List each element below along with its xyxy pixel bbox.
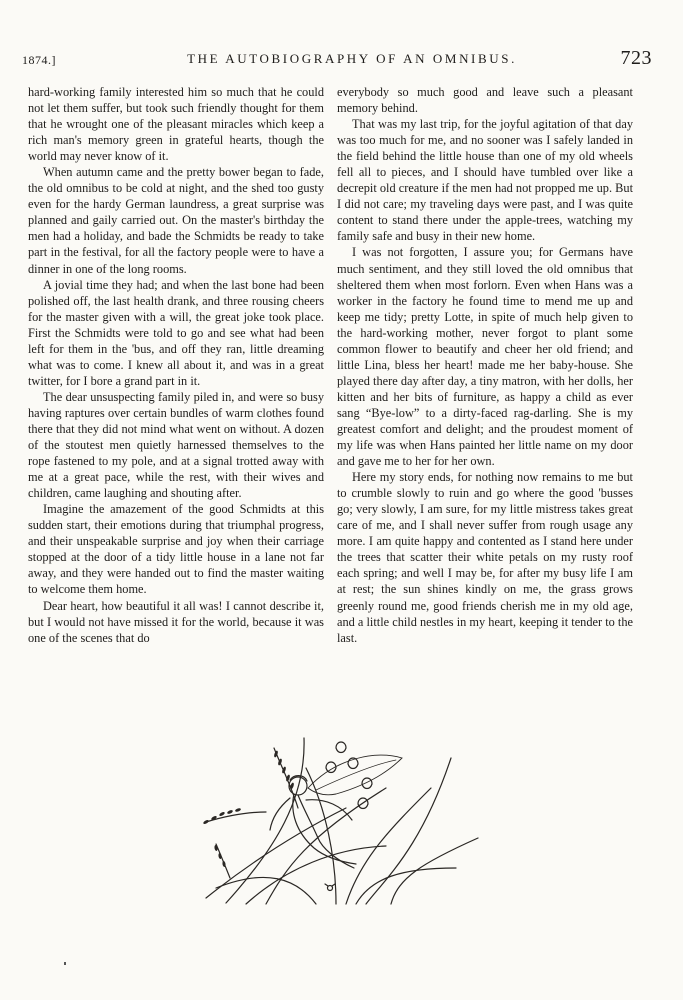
- right-column: [337, 84, 633, 646]
- paragraph: That was my last trip, for the joyful agitation of that day was too much for me, and no sooner was I safely landed in the field behind the little house than one of my old wheels fell all to pieces, and I should have tumbled over like a decrepit old creature if the men had not propped me up. But I did not care; my traveling days were past, and I was quite content to stand there under the apple-trees, watching my family safe and busy in their new home.: [337, 117, 633, 244]
- header-title: THE AUTOBIOGRAPHY OF AN OMNIBUS.: [187, 51, 517, 66]
- paragraph: The dear unsuspecting family piled in, and were so busy having raptures over certain bundles of warm clothes found there that they did not mind what went on without. A dozen of the stoutest men quietly harnessed themselves to the rope fastened to my pole, and at a signal trotted away with me at a great pace, while the rest, with their wives and children, came laughing and shouting after.: [28, 389, 324, 501]
- paragraph: Imagine the amazement of the good Schmidts at this sudden start, their emotions during that triumphal progress, and their unspeakable surprise and joy when their carriage stopped at the door of a tidy little house in a lane not far away, and they were handed out to find the master waiting to welcome them home.: [28, 502, 324, 597]
- paragraph: When autumn came and the pretty bower began to fade, the old omnibus to be cold at night, and the shed too gusty even for the hardy German laundress, a great surprise was planned and gaily carried out. On the master's birthday the men had a holiday, and bade the Schmidts be ready to take part in the festival, for all the factory people were to have a dinner in one of the long rooms.: [28, 165, 324, 276]
- paragraph: hard-working family interested him so much that he could not let them suffer, but took such friendly thought for them that he wrought one of the pleasant miracles which keep a rich man's memory green in grateful hearts, though the world may never know of it.: [28, 85, 324, 164]
- paragraph: I was not forgotten, I assure you; for Germans have much sentiment, and they still loved the old omnibus that sheltered them when most forlorn. Even when Hans was a worker in the factory he found time to mend me up and keep me tidy; pretty Lotte, in spite of much help given to the hard-working mother, never forgot to plant some common flower to beautify and cheer her old friend; and little Lina, bless her heart! made me her baby-house. She played there day after day, a tiny matron, with her dolls, her kitten and her bits of furniture, as happy a child as ever sang “Bye-low” to a dirty-faced rag-darling. She is my greatest comfort and delight; and the proudest moment of my life was when Hans painted her little name on my door and gave me to her for her own.: [337, 245, 633, 469]
- page-number: 723: [620, 47, 652, 69]
- fairy-on-grass-vignette-icon: [186, 728, 486, 906]
- paragraph: everybody so much good and leave such a pleasant memory behind.: [337, 85, 633, 116]
- running-header: [22, 47, 652, 71]
- left-column: [28, 84, 324, 646]
- paragraph: Here my story ends, for nothing now remains to me but to crumble slowly to ruin and go where the good 'busses go; very slowly, I am sure, for my little mistress takes great care of me, and I shall never suffer from rough usage any more. I am quite happy and contented as I stand here under the trees that scatter their white petals on my rusty roof each spring; and well I may be, for after my busy life I am at rest; the sun shines kindly on me, the grass grows greenly round me, good friends cherish me in my old age, and a little child nestles in my heart, keeping it tender to the last.: [337, 470, 633, 645]
- print-speck: [64, 962, 66, 965]
- paragraph: Dear heart, how beautiful it all was! I cannot describe it, but I would not have missed it for the world, because it was one of the scenes that do: [28, 598, 324, 645]
- paragraph: A jovial time they had; and when the last bone had been polished off, the last health drank, and three rousing cheers for the master given with a will, the great joke took place. First the Schmidts were told to go and see what had been left for them in the 'bus, and off they ran, little dreaming what was to come. I knew all about it, and was in a great twitter, for I bore a grand part in it.: [28, 277, 324, 388]
- header-year: 1874.]: [22, 53, 56, 67]
